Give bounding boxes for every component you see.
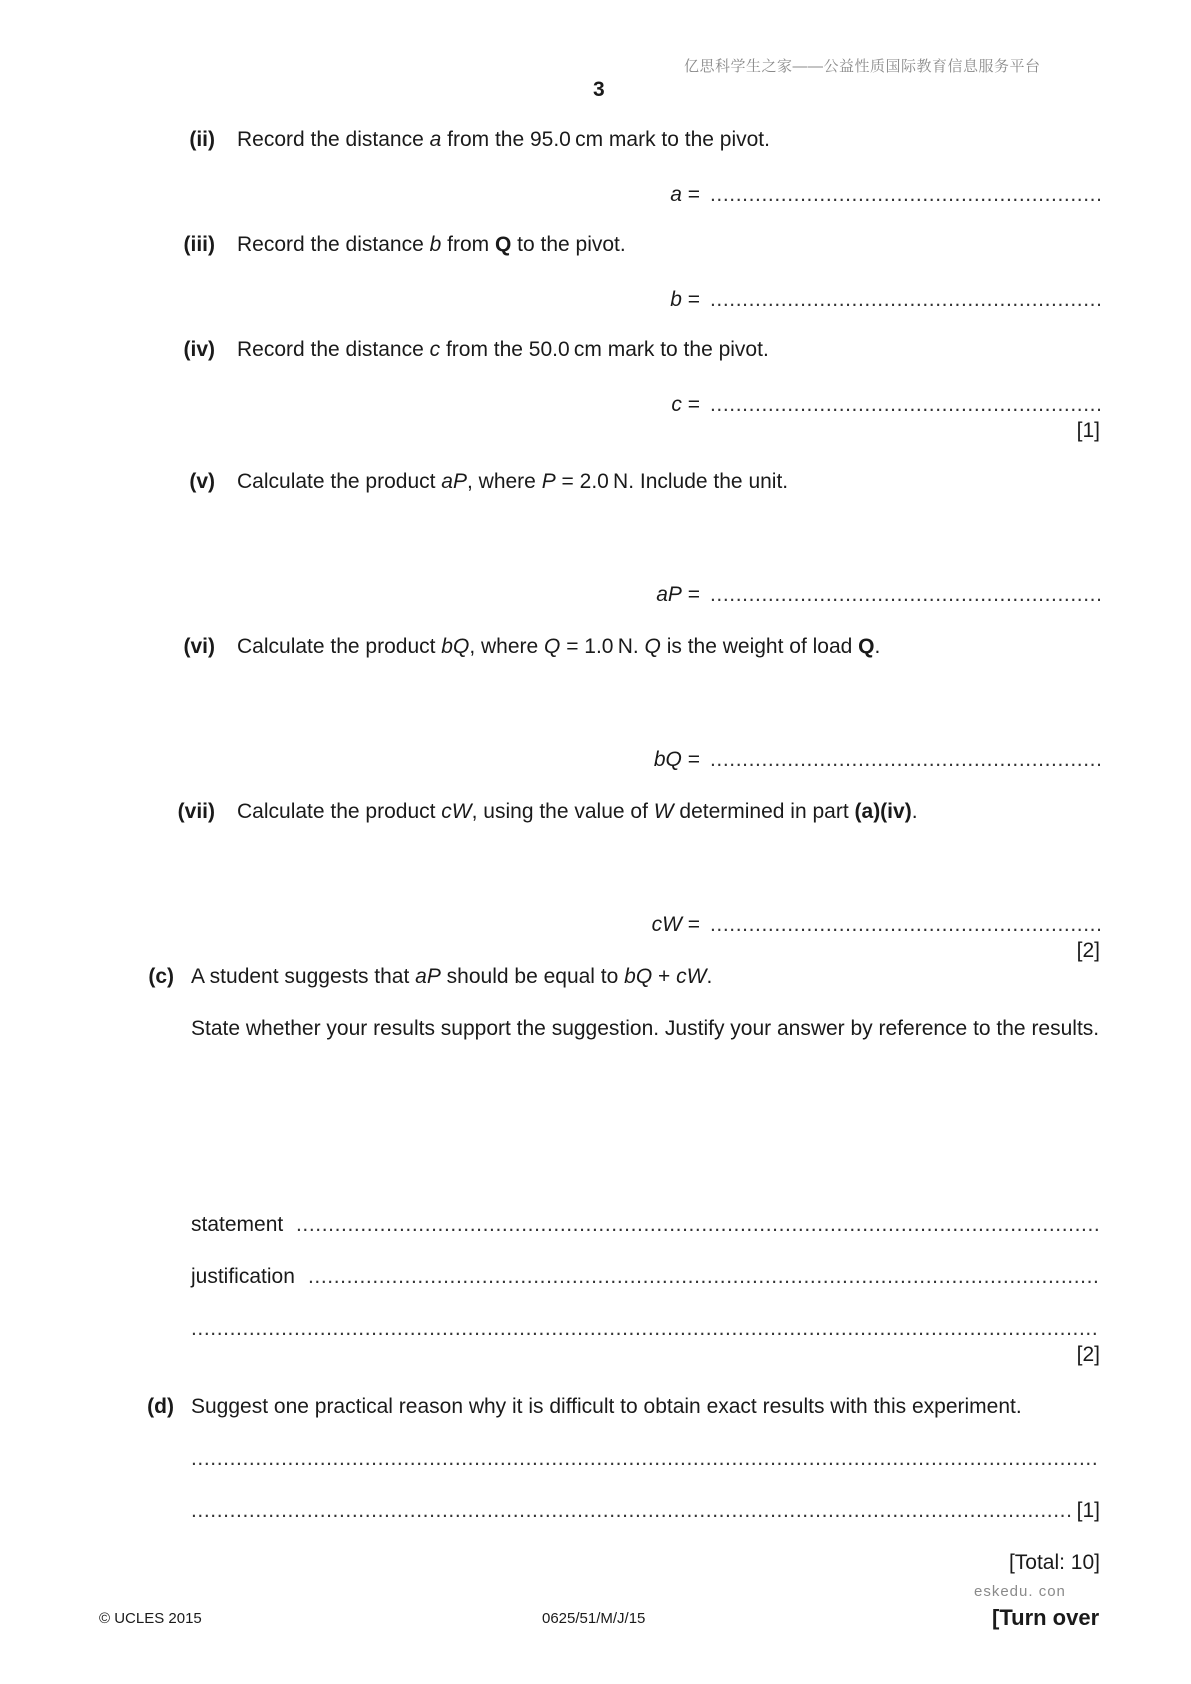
question-text-iv: Record the distance c from the 50.0 cm mark to the pivot. [237,338,769,361]
question-text-ii: Record the distance a from the 95.0 cm mark to the pivot. [237,128,770,151]
answer-label-c: c = [671,393,700,416]
answer-line-bQ[interactable] [710,747,1100,773]
reason-answer-line-1[interactable] [191,1446,1100,1472]
question-text-vii: Calculate the product cW, using the value of W determined in part (a)(iv). [237,800,918,823]
question-text-vi: Calculate the product bQ, where Q = 1.0 N. Q is the weight of load Q. [237,635,881,658]
question-number-iv: (iv) [183,338,215,361]
footer-watermark: eskedu. con [974,1583,1066,1600]
answer-line-a[interactable] [710,182,1100,208]
question-text-v: Calculate the product aP, where P = 2.0 N. Include the unit. [237,470,789,493]
question-number-c: (c) [148,965,174,988]
answer-line-c[interactable] [710,392,1100,418]
question-text-d: Suggest one practical reason why it is difficult to obtain exact results with this experiment. [191,1395,1022,1418]
justification-answer-line-2[interactable] [191,1316,1100,1342]
answer-line-b[interactable] [710,287,1100,313]
answer-line-aP[interactable] [710,582,1100,608]
answer-label-b: b = [670,288,700,311]
answer-label-a: a = [670,183,700,206]
reason-answer-line-2[interactable] [191,1498,1071,1524]
statement-label: statement [191,1213,284,1236]
question-number-vi: (vi) [183,635,215,658]
paper-code: 0625/51/M/J/15 [542,1610,646,1627]
marks-d: [1] [1076,1499,1100,1522]
question-number-vii: (vii) [177,800,215,823]
header-watermark: 亿思科学生之家——公益性质国际教育信息服务平台 [684,58,1041,75]
marks-iv: [1] [1076,419,1100,442]
question-number-iii: (iii) [183,233,215,256]
turn-over: [Turn over [992,1605,1100,1630]
question-number-d: (d) [147,1395,174,1418]
statement-answer-line[interactable] [296,1212,1100,1238]
answer-label-cW: cW = [651,913,700,936]
question-number-v: (v) [189,470,215,493]
answer-label-bQ: bQ = [653,748,700,771]
question-instruction-c: State whether your results support the suggestion. Justify your answer by reference to the results. [191,1017,1100,1040]
marks-c: [2] [1076,1343,1100,1366]
answer-line-cW[interactable] [710,912,1100,938]
justification-answer-line[interactable] [308,1264,1100,1290]
question-number-ii: (ii) [189,128,215,151]
question-text-iii: Record the distance b from Q to the pivot. [237,233,626,256]
copyright: © UCLES 2015 [99,1610,202,1627]
marks-vii: [2] [1076,939,1100,962]
justification-label: justification [191,1265,295,1288]
question-text-c: A student suggests that aP should be equal to bQ + cW. [191,965,713,988]
total-marks: [Total: 10] [1008,1551,1100,1574]
answer-label-aP: aP = [656,583,700,606]
page-number: 3 [593,78,605,101]
